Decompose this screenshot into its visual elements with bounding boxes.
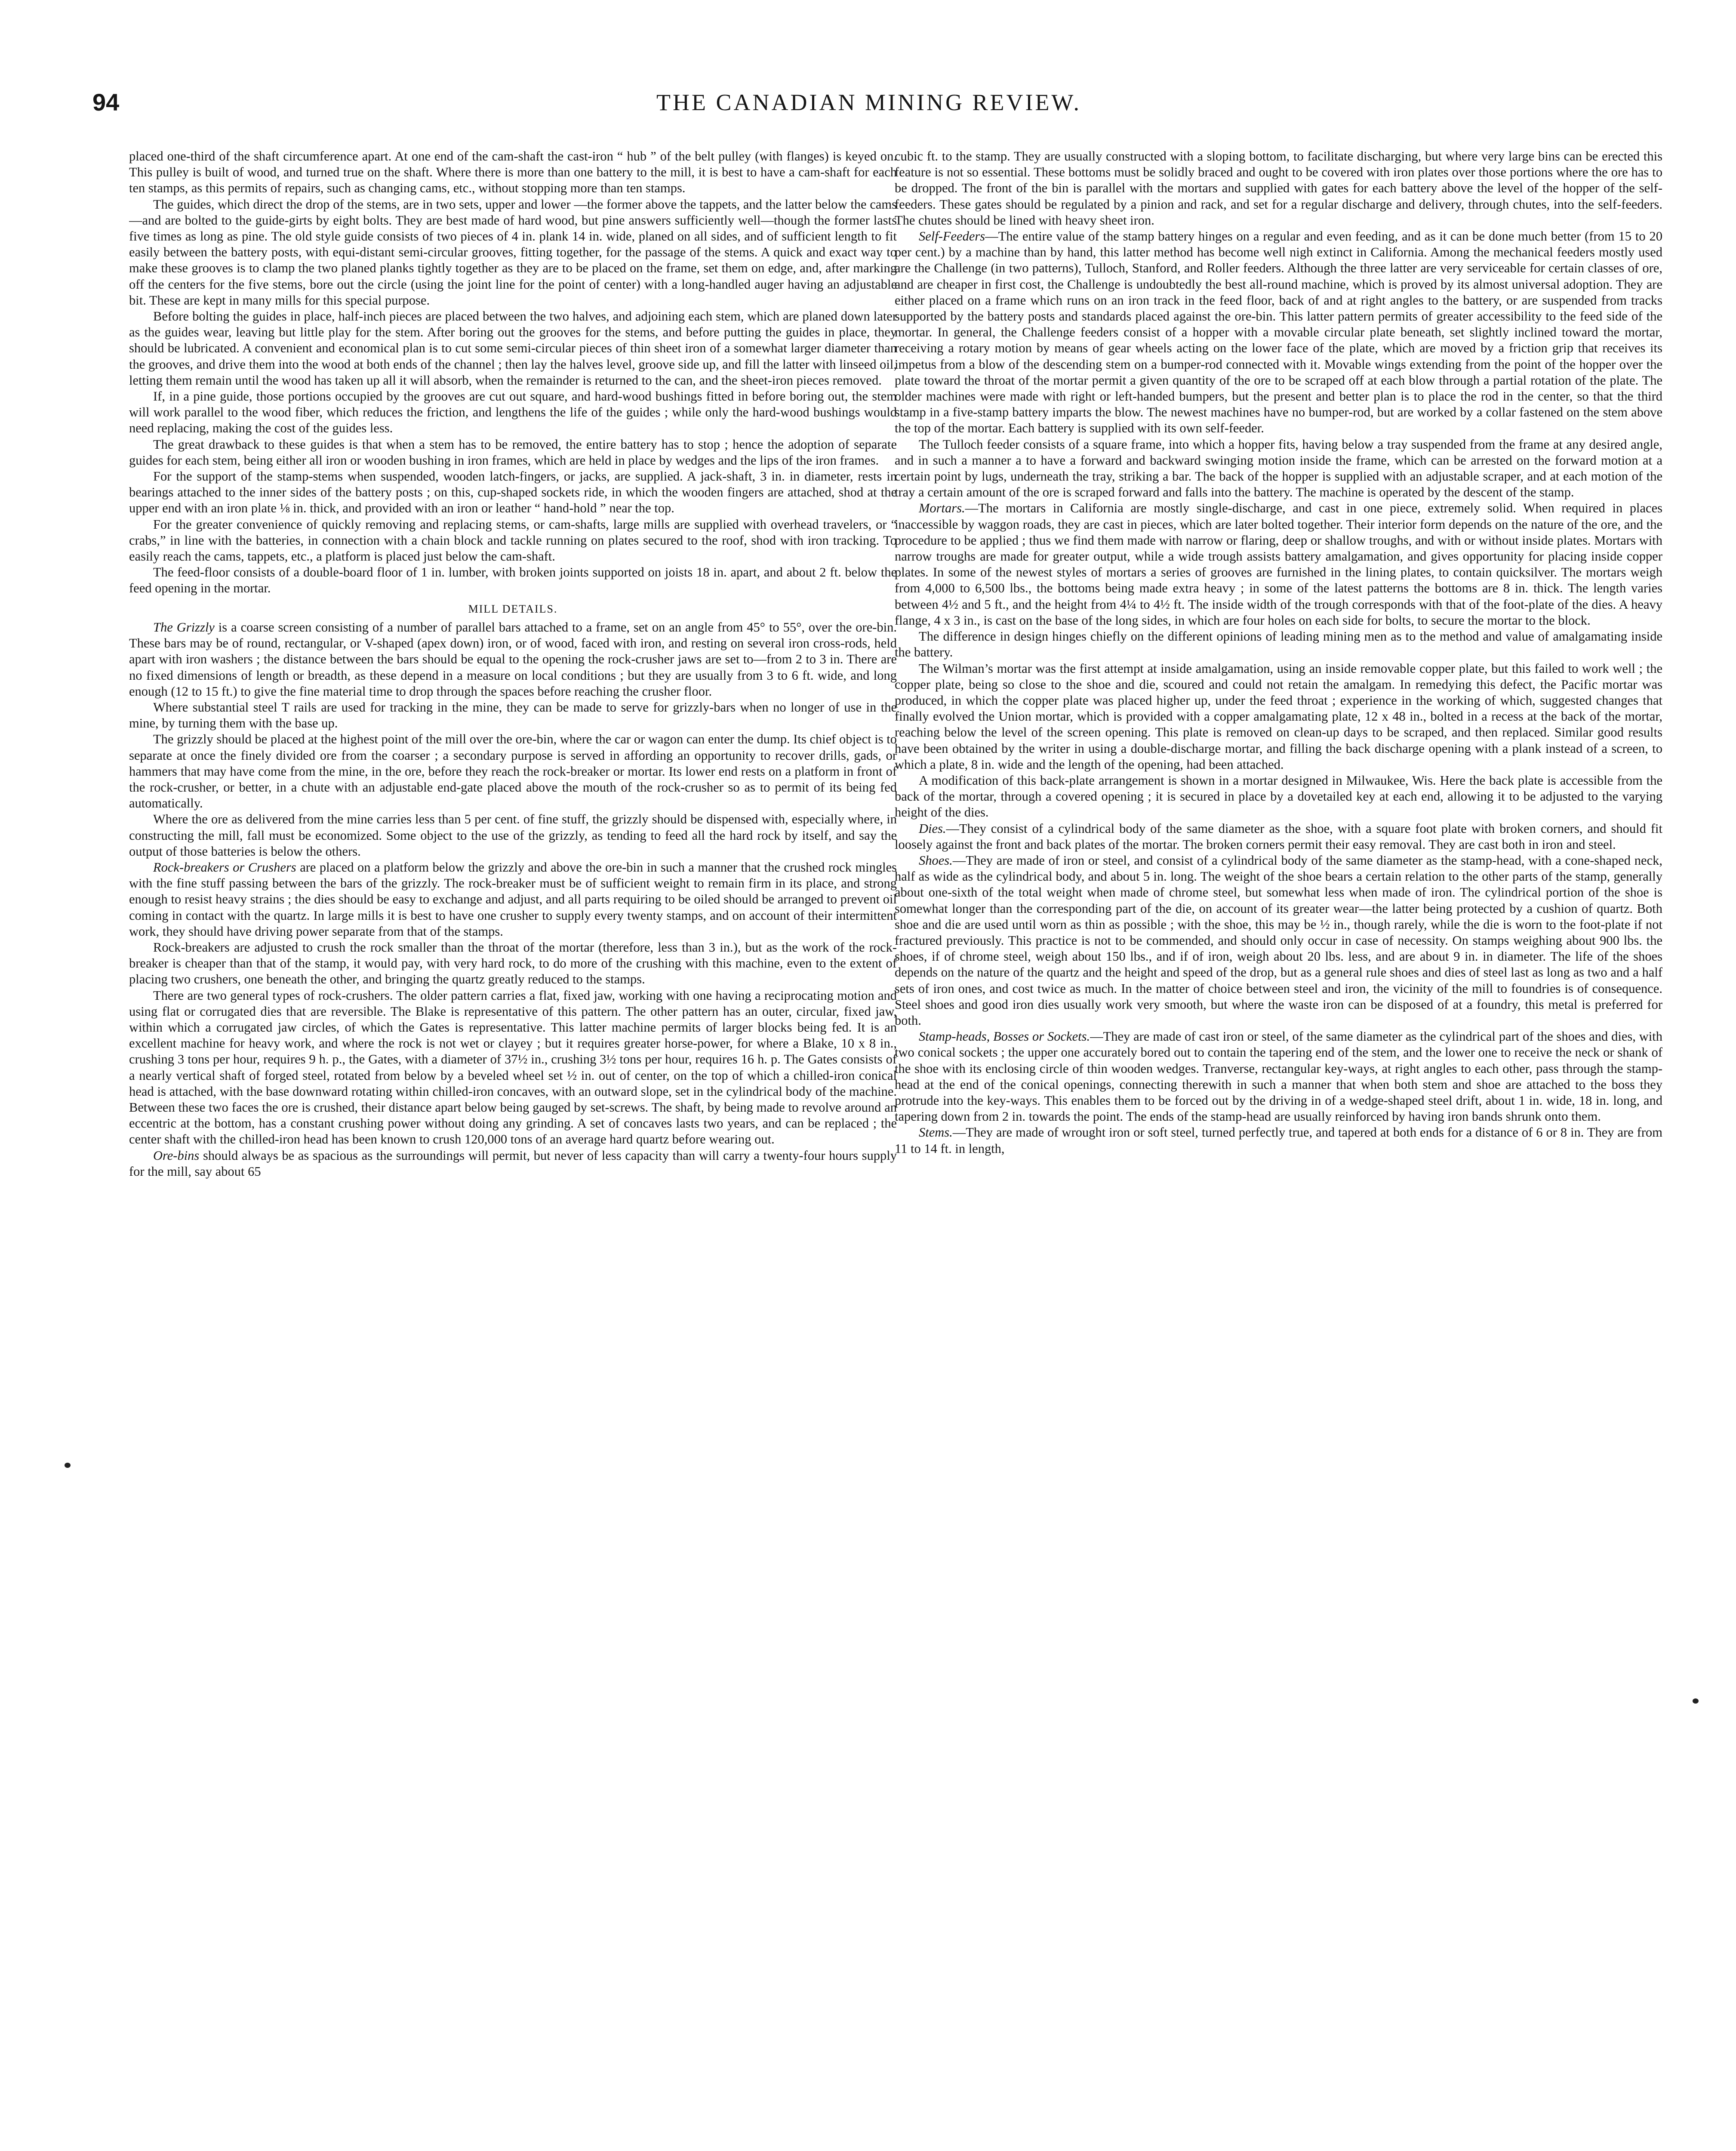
paragraph-text: —The entire value of the stamp battery hinges on a regular and even feeding, and as it can be done much better (from 15 to 20 per cent.) by a machine than by hand, this latter method has become well nigh extinct in California. Among the mechanical feeders mostly used are the Challenge (in two patterns), Tulloch, Stanford, and Roller feeders. Although the three latter are very serviceable for certain classes of ore, and are cheaper in first cost, the Challenge is undoubtedly the best all-round machine, which is proved by its almost universal adoption. They are either placed on a frame which runs on an iron track in the feed floor, back of and at right angles to the battery, or are suspended from tracks supported by the battery posts and standards placed against the ore-bin. This latter pattern permits of greater accessibility to the feed side of the mortar. In general, the Challenge feeders consist of a hopper with a movable circular plate beneath, set slightly inclined toward the mortar, receiving a rotary motion by means of gear wheels acting on the lower face of the plate, which are moved by a friction grip that receives its impetus from a blow of the descending stem on a bumper-rod connected with it. Movable wings extending from the point of the hopper over the plate toward the throat of the mortar permit a given quantity of the ore to be scraped off at each blow through a partial rotation of the plate. The older machines were made with right or left-handed bumpers, but the present and better plan is to place the rod in the center, so that the third stamp in a five-stamp battery imparts the blow. The newest machines have no bumper-rod, but are worked by a collar fastened on the stem above the top of the mortar. Each battery is supplied with its own self-feeder. xyxy=(895,229,1662,436)
paragraph xyxy=(129,619,897,700)
run-in-heading: Stamp-heads, Bosses or Sockets. xyxy=(919,1029,1090,1044)
paragraph xyxy=(895,228,1662,437)
right-column xyxy=(895,148,1662,2149)
paragraph: cubic ft. to the stamp. They are usually constructed with a sloping bottom, to facilitate discharging, but where very large bins can be erected this feature is not so essential. These bottoms must be solidly braced and ought to be covered with iron plates over those portions where the ore has to be dropped. The front of the bin is parallel with the mortars and supplied with gates for each battery above the level of the hopper of the self-feeders. These gates should be regulated by a pinion and rack, and set for a regular discharge and delivery, through chutes, into the self-feeders. The chutes should be lined with heavy sheet iron. xyxy=(895,149,1662,228)
section-heading: MILL DETAILS. xyxy=(468,602,558,615)
run-in-heading: Stems. xyxy=(919,1125,953,1140)
paragraph: For the greater convenience of quickly removing and replacing stems, or cam-shafts, large mills are supplied with overhead travelers, or “ crabs,” in line with the batteries, in connection with a chain block and tackle running on plates secured to the roof, shod with iron tracking. To easily reach the cams, tappets, etc., a platform is placed just below the cam-shaft. xyxy=(129,517,897,564)
paragraph-text: —They consist of a cylindrical body of the same diameter as the shoe, with a square foot plate with broken corners, and should fit loosely against the front and back plates of the mortar. The broken corners permit their easy removal. They are cast both in iron and steel. xyxy=(895,821,1662,852)
run-in-heading: Ore-bins xyxy=(153,1148,200,1163)
paragraph xyxy=(129,860,897,940)
paragraph: Where the ore as delivered from the mine carries less than 5 per cent. of fine stuff, the grizzly should be dispensed with, especially where, in constructing the mill, fall must be economized. Some object to the use of the grizzly, as tending to feed all the hard rock by itself, and say the output of those batteries is below the others. xyxy=(129,812,897,859)
paragraph-text: is a coarse screen consisting of a number of parallel bars attached to a frame, set on an angle from 45° to 55°, over the ore-bin. These bars may be of round, rectangular, or V-shaped (apex down) iron, or of wood, faced with iron, and resting on several iron cross-rods, held apart with iron washers ; the distance between the bars should be equal to the opening the rock-crusher jaws are set to—from 2 to 3 in. There are no fixed dimensions of length or breadth, as these depend in a measure on local conditions ; but they are usually from 3 to 6 ft. wide, and long enough (12 to 15 ft.) to give the fine material time to drop through the spaces before reaching the crusher floor. xyxy=(129,619,897,699)
paragraph: There are two general types of rock-crushers. The older pattern carries a flat, fixed jaw, working with one having a reciprocating motion and using flat or corrugated dies that are reversible. The Blake is representative of this pattern. The other pattern has an outer, circular, fixed jaw, within which a corrugated jaw circles, of which the Gates is representative. This latter machine permits of larger blocks being fed. It is an excellent machine for heavy work, and where the rock is not wet or clayey ; but it requires greater horse-power, for where a Blake, 10 x 8 in., crushing 3 tons per hour, requires 9 h. p., the Gates, with a diameter of 37½ in., crushing 3½ tons per hour, requires 16 h. p. The Gates consists of a nearly vertical shaft of forged steel, rotated from below by a beveled wheel set ½ in. out of center, on the top of which a chilled-iron conical head is attached, with the base downward rotating within chilled-iron concaves, with an outward slope, set in the cylindrical body of the machine. Between these two faces the ore is crushed, their distance apart below being gauged by set-screws. The shaft, by being made to revolve around an eccentric at the bottom, has a constant crushing power without doing any grinding. A set of concaves lasts two years, and can be replaced ; the center shaft with the chilled-iron head has been known to crush 120,000 tons of an average hard quartz before wearing out. xyxy=(129,988,897,1147)
run-in-heading: Self-Feeders xyxy=(919,229,985,244)
paragraph-text: —They are made of cast iron or steel, of the same diameter as the cylindrical part of the shoes and dies, with two conical sockets ; the upper one accurately bored out to contain the tapering end of the stem, and the lower one to receive the neck or shank of the shoe with its enclosing circle of thin wooden wedges. Tranverse, rectangular key-ways, at right angles to each other, pass through the stamp-head at the end of the conical openings, connecting therewith in such a manner that when both stem and shoe are attached to the boss they protrude into the key-ways. This enables them to be forced out by the driving in of a wedge-shaped steel drift, about 1 in. wide, 18 in. long, and tapering down from 2 in. towards the point. The ends of the stamp-head are usually reinforced by having iron bands shrunk onto them. xyxy=(895,1029,1662,1124)
paragraph-text: —The mortars in California are mostly single-discharge, and cast in one piece, extremely solid. When required in places inaccessible by waggon roads, they are cast in pieces, which are later bolted together. Their interior form depends on the nature of the ore, and the procedure to be applied ; thus we find them made with narrow or flaring, deep or shallow troughs, and with or without inside plates. Mortars with narrow troughs are made for greater output, while a wide trough assists battery amalgamation, and gives opportunity for placing inside copper plates. In some of the newest styles of mortars a series of grooves are furnished in the lining plates, to contain quicksilver. The mortars weigh from 4,000 to 6,500 lbs., the bottoms being made extra heavy ; in some of the latest patterns the bottoms are 8 in. thick. The length varies between 4½ and 5 ft., and the height from 4¼ to 4½ ft. The inside width of the trough corresponds with that of the foot-plate of the dies. A heavy flange, 4 x 3 in., is cast on the base of the long sides, in which are four holes on each side for bolts, to secure the mortar to the block. xyxy=(895,501,1662,628)
paragraph: The difference in design hinges chiefly on the different opinions of leading mining men as to the method and value of amalgamating inside the battery. xyxy=(895,629,1662,660)
run-in-heading: Mortars. xyxy=(919,501,965,516)
paragraph-text: should always be as spacious as the surroundings will permit, but never of less capacity than will carry a twenty-four hours supply for the mill, say about 65 xyxy=(129,1148,897,1179)
ink-speck xyxy=(65,1463,71,1468)
paragraph: For the support of the stamp-stems when suspended, wooden latch-fingers, or jacks, are supplied. A jack-shaft, 3 in. in diameter, rests in bearings attached to the inner sides of the battery posts ; on this, cup-shaped sockets ride, in which the wooden fingers are attached, shod at the upper end with an iron plate ⅛ in. thick, and provided with an iron or leather “ hand-hold ” near the top. xyxy=(129,469,897,516)
paragraph xyxy=(895,1029,1662,1125)
paragraph: The Tulloch feeder consists of a square frame, into which a hopper fits, having below a tray suspended from the frame at any desired angle, and in such a manner a to have a forward and backward swinging motion inside the frame, which can be arrested on the forward motion at a certain point by lugs, underneath the tray, striking a bar. The back of the hopper is supplied with an adjustable scraper, and at each motion of the tray a certain amount of the ore is scraped forward and falls into the battery. The machine is operated by the descent of the stamp. xyxy=(895,437,1662,500)
left-column xyxy=(129,148,897,2149)
journal-title: THE CANADIAN MINING REVIEW. xyxy=(656,89,1081,115)
paragraph xyxy=(895,1125,1662,1156)
page-number: 94 xyxy=(92,89,120,116)
paragraph-text: —They are made of wrought iron or soft steel, turned perfectly true, and tapered at both ends for a distance of 6 or 8 in. They are from 11 to 14 ft. in length, xyxy=(895,1125,1662,1156)
ink-speck xyxy=(1693,1698,1699,1704)
paragraph-text: —They are made of iron or steel, and consist of a cylindrical body of the same diameter as the stamp-head, with a cone-shaped neck, half as wide as the cylindrical body, and about 5 in. long. The weight of the shoe bears a certain relation to the other parts of the stamp, generally about one-sixth of the total weight when made of chrome steel, but somewhat less when made of iron. The cylindrical portion of the shoe is somewhat longer than the corresponding part of the die, on account of its greater wear—the latter being protected by a cushion of quartz. Both shoe and die are used until worn as thin as possible ; with the shoe, this may be ½ in., though rarely, while the die is worn to the foot-plate if not fractured previously. This practice is not to be commended, and should only occur in case of necessity. On stamps weighing about 900 lbs. the shoes, if of chrome steel, weigh about 150 lbs., and if of iron, weigh about 20 lbs. less, and are about 9 in. in diameter. The life of the shoes depends on the nature of the quartz and the height and speed of the drop, but as a general rule shoes and dies of steel last as long as two and a half sets of iron ones, and cost twice as much. In the matter of choice between steel and iron, the vicinity of the mill to foundries is of consequence. Steel shoes and good iron dies usually work very smooth, but where the waste iron can be disposed of at a foundry, this metal is preferred for both. xyxy=(895,853,1662,1028)
paragraph xyxy=(129,1148,897,1180)
paragraph: The great drawback to these guides is that when a stem has to be removed, the entire battery has to stop ; hence the adoption of separate guides for each stem, being either all iron or wooden bushing in iron frames, which are held in place by wedges and the lips of the iron frames. xyxy=(129,437,897,468)
paragraph xyxy=(895,853,1662,1029)
paragraph: The guides, which direct the drop of the stems, are in two sets, upper and lower —the former above the tappets, and the latter below the cams—and are bolted to the guide-girts by eight bolts. They are best made of hard wood, but pine answers sufficiently well—though the former lasts five times as long as pine. The old style guide consists of two pieces of 4 in. plank 14 in. wide, planed on all sides, and of sufficient length to fit easily between the battery posts, with equi-distant semi-circular grooves, fitting together, for the passage of the stems. A quick and exact way to make these grooves is to clamp the two planed planks tightly together as they are to be placed on the frame, set them on edge, and, after marking off the centers for the five stems, bore out the circle (using the joint line for the point of center) with a long-handled auger having an adjustable bit. These are kept in many mills for this special purpose. xyxy=(129,197,897,308)
paragraph: Where substantial steel T rails are used for tracking in the mine, they can be made to serve for grizzly-bars when no longer of use in the mine, by turning them with the base up. xyxy=(129,700,897,731)
run-in-heading: Rock-breakers or Crushers xyxy=(153,860,296,875)
paragraph: A modification of this back-plate arrangement is shown in a mortar designed in Milwaukee, Wis. Here the back plate is accessible from the back of the mortar, through a covered opening ; it is secured in place by a dovetailed key at each end, allowing it to be adjusted to the varying height of the dies. xyxy=(895,773,1662,820)
paragraph: placed one-third of the shaft circumference apart. At one end of the cam-shaft the cast-iron “ hub ” of the belt pulley (with flanges) is keyed on. This pulley is built of wood, and turned true on the shaft. Where there is more than one battery to the mill, it is best to have a cam-shaft for each ten stamps, as this permits of repairs, such as changing cams, etc., without stopping more than ten stamps. xyxy=(129,149,897,196)
paragraph: The grizzly should be placed at the highest point of the mill over the ore-bin, where the car or wagon can enter the dump. Its chief object is to separate at once the finely divided ore from the coarser ; a secondary purpose is served in affording an opportunity to recover drills, gads, or hammers that may have come from the mine, in the ore, before they reach the rock-breaker or mortar. Its lower end rests on a platform in front of the rock-crusher, or better, in a chute with an adjustable end-gate placed above the mouth of the rock-crusher so as to permit of its being fed automatically. xyxy=(129,732,897,811)
paragraph: Before bolting the guides in place, half-inch pieces are placed between the two halves, and adjoining each stem, which are planed down later as the guides wear, leaving but little play for the stem. After boring out the grooves for the stems, and before putting the guides in place, they should be lubricated. A convenient and economical plan is to cut some semi-circular pieces of thin sheet iron of a somewhat larger diameter than the grooves, and drive them into the wood at both ends of the channel ; then lay the halves level, groove side up, and fill the latter with linseed oil, letting them remain until the wood has taken up all it will absorb, when the remainder is returned to the can, and the sheet-iron pieces removed. xyxy=(129,309,897,388)
paragraph: If, in a pine guide, those portions occupied by the grooves are cut out square, and hard-wood bushings fitted in before boring out, the stem will work parallel to the wood fiber, which reduces the friction, and lengthens the life of the guides ; while only the hard-wood bushings would need replacing, making the cost of the guides less. xyxy=(129,389,897,436)
paragraph xyxy=(895,500,1662,629)
run-in-heading: Shoes. xyxy=(919,853,953,868)
paragraph-text: are placed on a platform below the grizzly and above the ore-bin in such a manner that the crushed rock mingles with the fine stuff passing between the bars of the grizzly. The rock-breaker must be of sufficient weight to remain firm in its place, and strong enough to resist heavy strains ; the dies should be easy to exchange and adjust, and all parts requiring to be oiled should be arranged to prevent oil coming in contact with the quartz. In large mills it is best to have one crusher to supply every twenty stamps, and on account of their intermittent work, they should have driving power separate from that of the stamps. xyxy=(129,860,897,939)
paragraph: Rock-breakers are adjusted to crush the rock smaller than the throat of the mortar (therefore, less than 3 in.), but as the work of the rock-breaker is cheaper than that of the stamp, it would pay, with very hard rock, to do more of the crushing with this machine, even to the extent of placing two crushers, one beneath the other, and bringing the quartz greatly reduced to the stamps. xyxy=(129,940,897,987)
run-in-heading: The Grizzly xyxy=(153,619,215,635)
paragraph: The Wilman’s mortar was the first attempt at inside amalgamation, using an inside removable copper plate, but this failed to work well ; the copper plate, being so close to the shoe and die, scoured and could not retain the amalgam. In remedying this defect, the Pacific mortar was produced, in which the copper plate was placed higher up, under the feed throat ; experience in the working of which, suggested changes that finally evolved the Union mortar, which is provided with a copper amalgamating plate, 12 x 48 in., bolted in a recess at the back of the mortar, reaching below the level of the screen opening. This plate is removed on clean-up days to be scraped, and then replaced. Similar good results have been obtained by the writer in using a double-discharge mortar, and filling the back discharge opening with a plank instead of a screen, to which a plate, 8 in. wide and the length of the opening, had been attached. xyxy=(895,661,1662,772)
paragraph xyxy=(895,821,1662,853)
page-header xyxy=(92,85,1645,128)
paragraph: The feed-floor consists of a double-board floor of 1 in. lumber, with broken joints supported on joists 18 in. apart, and about 2 ft. below the feed opening in the mortar. xyxy=(129,565,897,596)
run-in-heading: Dies. xyxy=(919,821,946,836)
